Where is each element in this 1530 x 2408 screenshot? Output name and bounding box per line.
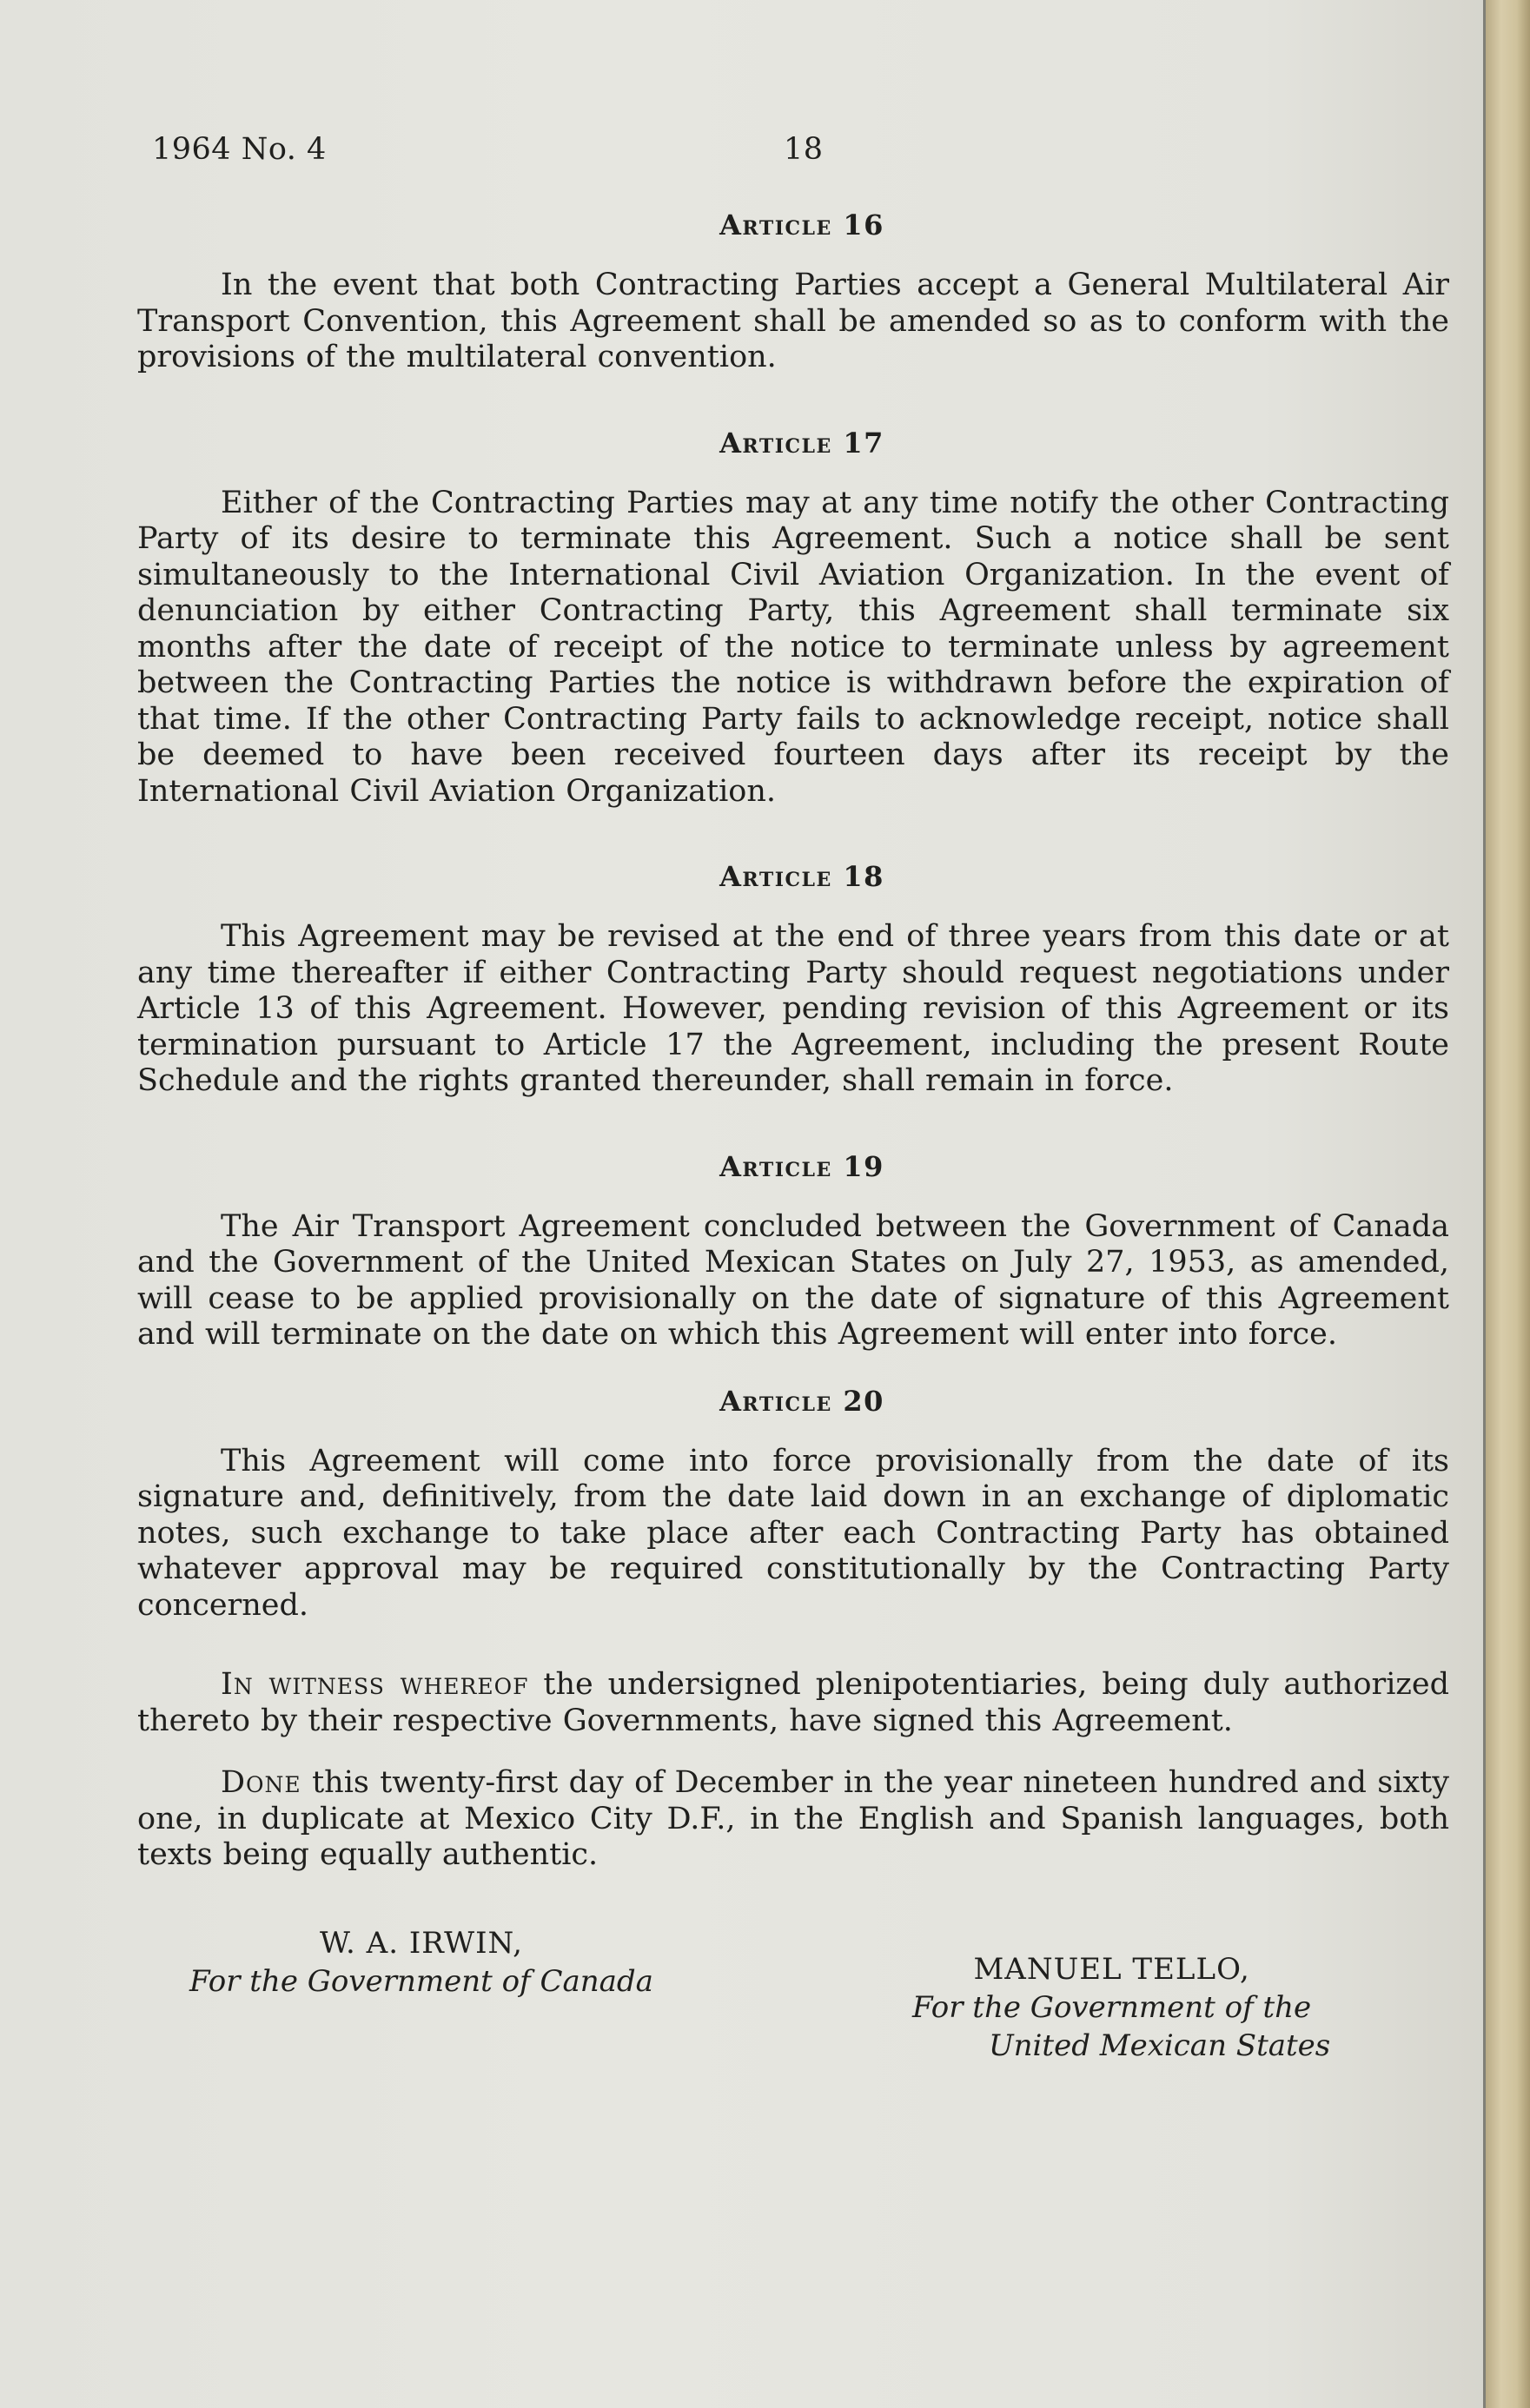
- book-spine: [1486, 0, 1530, 2408]
- witness-lead: In witness whereof: [221, 1667, 529, 1702]
- signatory-role: For the Government of Canada: [189, 1963, 653, 1999]
- done-lead: Done: [221, 1765, 301, 1800]
- article-title: Article 17: [719, 426, 884, 460]
- article-text: In the event that both Contracting Parties accept a General Multilateral Air Transport Convention, this Agreement shall be amended so as to conform with the provisions of the multilateral convention.: [137, 268, 1449, 374]
- article-17: [137, 427, 1449, 810]
- article-text: Either of the Contracting Parties may at any time notify the other Contracting Party of its desire to terminate this Agreement. Such a notice shall be sent simultaneously to the International Civil Aviation Organization. In the event of denunciation by either Contracting Party, this Agreement shall terminate six months after the date of receipt of the notice to terminate unless by agreement between the Contracting Parties the notice is withdrawn before the expiration of that time. If the other Contracting Party fails to acknowledge receipt, notice shall be deemed to have been received fourteen days after its receipt by the International Civil Aviation Organization.: [137, 485, 1449, 809]
- article-title: Article 18: [719, 860, 884, 893]
- signatory-name: MANUEL TELLO,: [973, 1951, 1250, 1987]
- article-title: Article 16: [719, 208, 884, 241]
- signatory-name: W. A. IRWIN,: [320, 1925, 523, 1961]
- page-number: 18: [784, 132, 824, 167]
- done-clause: [137, 1765, 1449, 1874]
- article-16: [137, 208, 1449, 376]
- signatory-role-line-1: For the Government of the: [912, 1989, 1312, 2025]
- article-19: [137, 1150, 1449, 1353]
- done-text: this twenty-first day of December in the year nineteen hundred and sixty one, in duplicate at Mexico City D.F., in the English and Spanish languages, both texts being equally authentic.: [137, 1765, 1449, 1872]
- article-18: [137, 860, 1449, 1100]
- signature-block: [137, 1924, 1449, 2072]
- signatory-canada: [189, 1924, 653, 2001]
- signatory-role-line-2: United Mexican States: [989, 2028, 1331, 2063]
- article-text: The Air Transport Agreement concluded between the Government of Canada and the Government of the United Mexican States on July 27, 1953, as amended, will cease to be applied provisionally on the date of signature of this Agreement and will terminate on the date on which this Agreement will enter into force.: [137, 1208, 1449, 1352]
- article-text: This Agreement will come into force provisionally from the date of its signature and, definitively, from the date laid down in an exchange of diplomatic notes, such exchange to take place after each Contracting Party has obtained whatever approval may be required constitutionally by the Contracting Party concerned.: [137, 1443, 1449, 1623]
- article-20: [137, 1385, 1449, 1624]
- page-header: [152, 132, 1368, 175]
- publication-reference: 1964 No. 4: [152, 132, 327, 167]
- signatory-mexico: [893, 1950, 1330, 2065]
- article-text: This Agreement may be revised at the end of three years from this date or at any time thereafter if either Contracting Party should request negotiations under Article 13 of this Agreement. However, pending revision of this Agreement or its termination pursuant to Article 17 the Agreement, including the present Route Schedule and the rights granted thereunder, shall remain in force.: [137, 919, 1449, 1098]
- article-title: Article 20: [719, 1384, 884, 1418]
- document-body: [137, 208, 1449, 2072]
- article-title: Article 19: [719, 1149, 884, 1183]
- witness-text: the undersigned plenipotentiaries, being duly authorized thereto by their respective Governments, have signed this Agreement.: [137, 1667, 1449, 1738]
- witness-clause: [137, 1667, 1449, 1739]
